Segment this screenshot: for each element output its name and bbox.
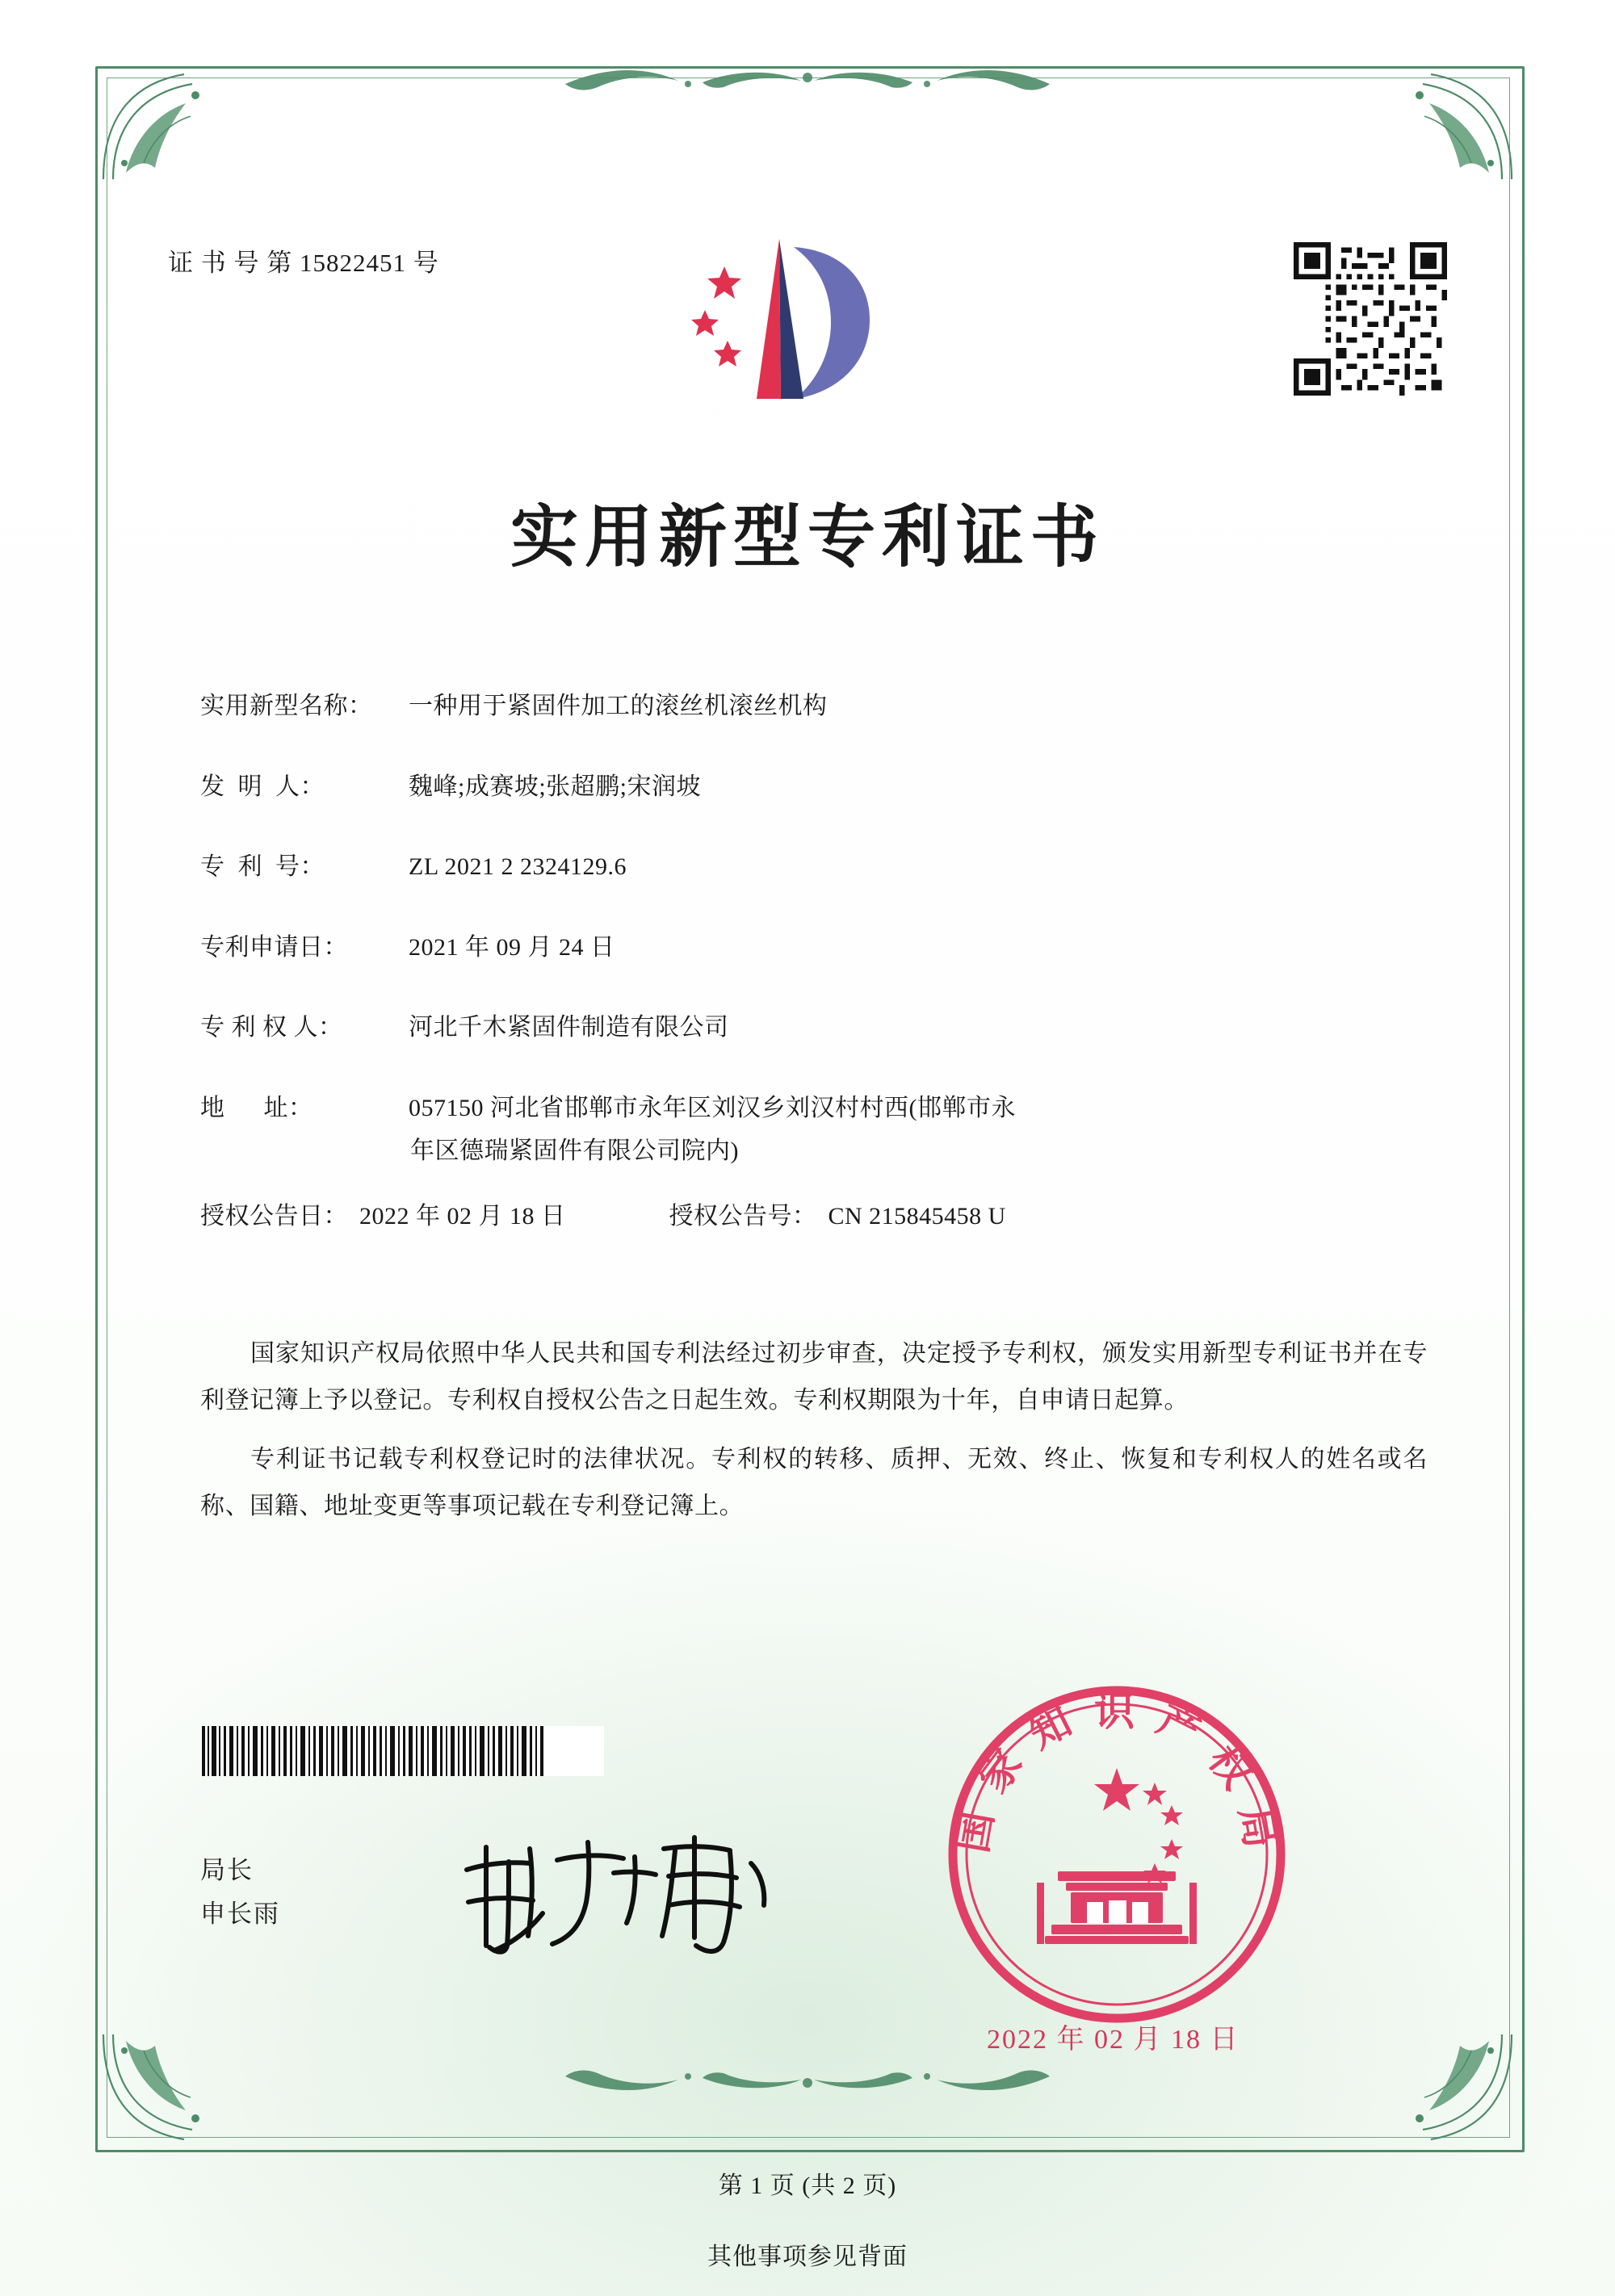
director-signature-icon — [452, 1825, 791, 1962]
field-value: 一种用于紧固件加工的滚丝机滚丝机构 — [409, 693, 828, 719]
seal-date: 2022 年 02 月 18 日 — [987, 2025, 1240, 2055]
field-value: ZL 2021 2 2324129.6 — [409, 853, 627, 880]
paragraph-grant-statement: 国家知识产权局依照中华人民共和国专利法经过初步审查，决定授予专利权，颁发实用新型专利证书并在专利登记簿上予以登记。专利权自授权公告之日起生效。专利权期限为十年，自申请日起算。 — [200, 1340, 1428, 1414]
field-value: CN 215845458 U — [828, 1202, 1006, 1230]
field-label: 发 明 人： — [200, 773, 325, 800]
official-seal — [943, 1681, 1290, 2028]
field-label: 专利申请日： — [200, 933, 348, 961]
field-value: 2022 年 02 月 18 日 — [359, 1202, 566, 1230]
paragraph-registry-statement: 专利证书记载专利权登记时的法律状况。专利权的转移、质押、无效、终止、恢复和专利权人的姓名或名称、国籍、地址变更等事项记载在专利登记簿上。 — [200, 1446, 1428, 1519]
svg-text:国 家 知 识 产 权 局: 国 家 知 识 产 权 局 — [950, 1689, 1284, 1856]
barcode — [200, 1726, 604, 1776]
field-list — [200, 690, 1428, 1233]
field-label: 专 利 权 人： — [200, 1014, 343, 1041]
certificate-number: 证 书 号 第 15822451 号 — [168, 249, 439, 277]
legal-text — [200, 1330, 1428, 1542]
field-label: 地 址： — [200, 1094, 313, 1121]
qr-code — [1294, 242, 1447, 396]
field-patentee — [200, 1012, 1428, 1045]
field-value: 魏峰;成赛坡;张超鹏;宋润坡 — [409, 773, 702, 800]
field-value: 2021 年 09 月 24 日 — [409, 933, 615, 961]
page-number: 第 1 页 (共 2 页) — [718, 2172, 897, 2199]
director-title: 局长 — [200, 1856, 254, 1884]
field-grant-row — [200, 1200, 1428, 1234]
field-grant-number — [669, 1200, 1006, 1234]
field-utility-model-name — [200, 690, 1428, 723]
page-title: 实用新型专利证书 — [510, 501, 1105, 576]
address-line-1: 057150 河北省邯郸市永年区刘汉乡刘汉村村西(邯郸市永 — [409, 1094, 1016, 1121]
field-grant-date — [200, 1200, 566, 1234]
field-label: 实用新型名称： — [200, 693, 373, 719]
field-application-date — [200, 932, 1428, 965]
field-value — [409, 1092, 1428, 1168]
field-label: 专 利 号： — [200, 853, 325, 880]
field-value: 河北千木紧固件制造有限公司 — [409, 1014, 729, 1041]
back-side-note: 其他事项参见背面 — [707, 2244, 908, 2270]
field-label: 授权公告号： — [669, 1202, 817, 1230]
address-line-2: 年区德瑞紧固件有限公司院内) — [410, 1138, 739, 1164]
field-address — [200, 1092, 1428, 1168]
field-inventors — [200, 771, 1428, 804]
field-label: 授权公告日： — [200, 1202, 348, 1230]
director-label-block — [200, 1849, 280, 1937]
cnipa-logo-icon — [682, 233, 892, 418]
field-patent-number — [200, 851, 1428, 884]
director-name: 申长雨 — [200, 1900, 280, 1929]
